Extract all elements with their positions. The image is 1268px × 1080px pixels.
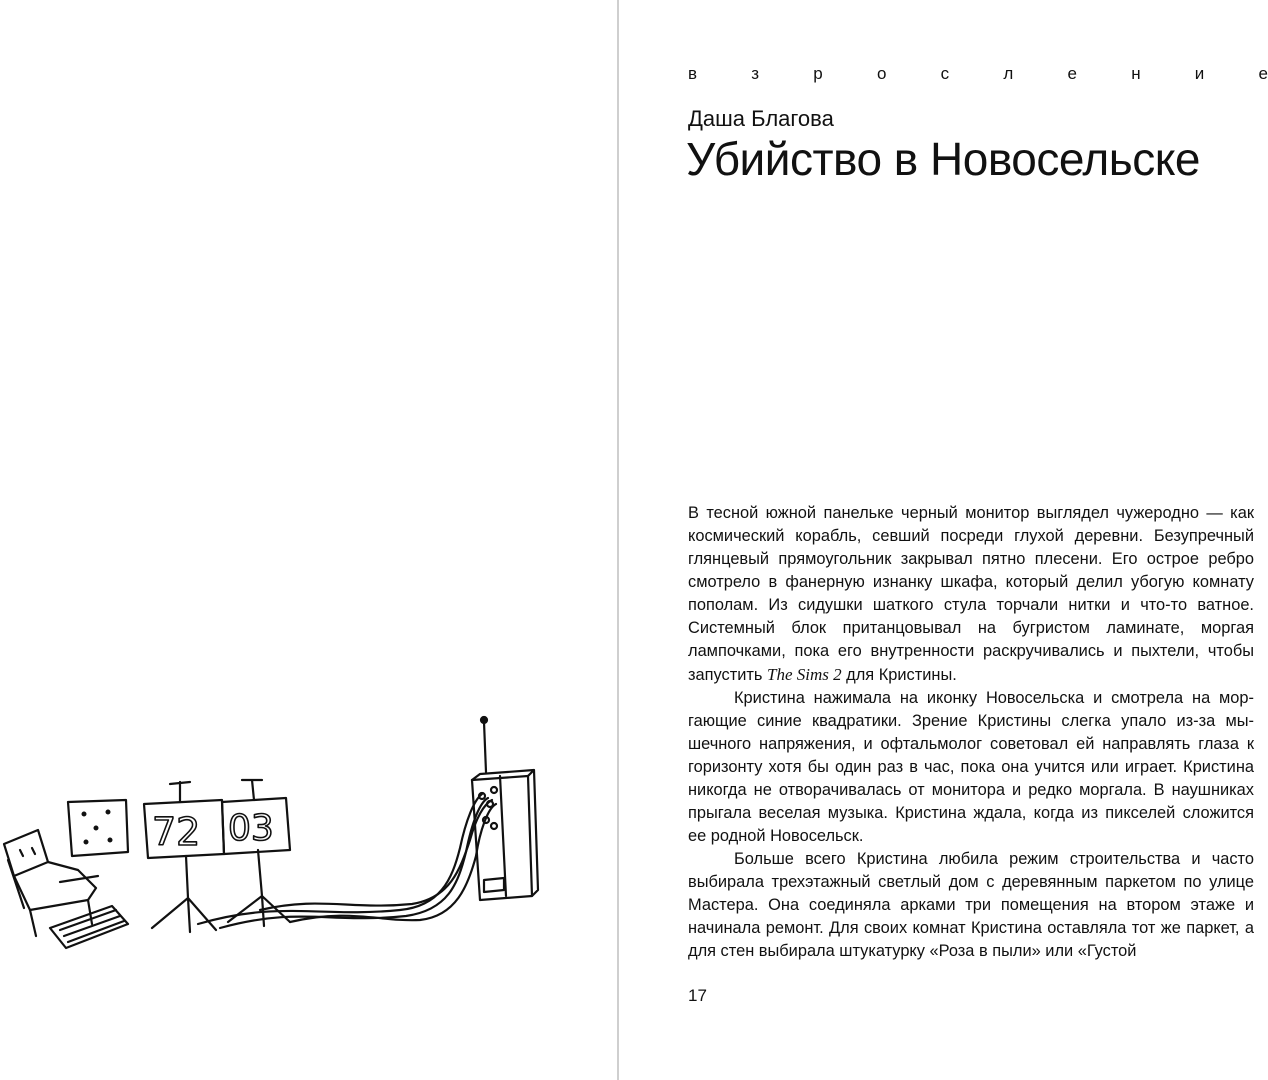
section-letter: о	[876, 64, 887, 83]
paragraph-text-after: для Кристины.	[841, 666, 957, 684]
section-letter: з	[751, 64, 760, 83]
game-title-emphasis: The Sims 2	[766, 665, 842, 684]
paragraph	[688, 502, 1254, 687]
author-name: Даша Благова	[688, 106, 834, 131]
section-letter: и	[1194, 64, 1205, 83]
display-digits-left: 72	[152, 810, 201, 854]
page-number: 17	[688, 986, 707, 1005]
right-page	[619, 0, 1268, 1080]
display-digits-right: 03	[228, 808, 274, 849]
section-letter: в	[688, 64, 698, 83]
section-letter: н	[1131, 64, 1141, 83]
room-with-computer-sketch-icon	[0, 710, 560, 960]
left-page	[0, 0, 617, 1080]
section-letter: е	[1067, 64, 1077, 83]
chapter-title: Убийство в Новосельске	[686, 133, 1200, 185]
section-letter: е	[1258, 64, 1268, 83]
paragraph: Кристина нажимала на иконку Новосельска и смотрела на моргающие синие квадратики. Зрение Кристины слегка упало из-за мышечного напряжения, и офтальмолог советовал ей направлять глаза к горизонту хотя бы один раз в час, пока она учится или играет. Кристина никогда не отворачивалась от монитора и редко моргала. В наушниках прыгала веселая музыка. Кристина ждала, когда из пикселей сложится ее родной Новосельск.	[688, 689, 1254, 845]
paragraph: Больше всего Кристина любила режим строительства и часто выбирала трехэтажный светлый дом с деревянным паркетом по улице Мастера. Она соединяла арками три помещения на втором этаже и начинала ремонт. Для своих комнат Кристина оставляла тот же паркет, а для стен выбирала штукатурку «Роза в пыли» или «Густой	[688, 850, 1254, 960]
section-letter: р	[813, 64, 823, 83]
paragraph-text-before: В тесной южной панельке черный монитор выглядел чужеродно — как космический корабль, севший посреди глухой деревни. Безупречный глянцевый прямоугольник закрывал пятно плесени. Его острое ребро смотрело в фанерную изнанку шкафа, который делил убогую комнату пополам. Из сидушки шаткого стула торчали нитки и что-то ватное. Системный блок пританцовывал на бугристом ламинате, моргая лампочками, пока его внутренности раскручивались и пыхтели, чтобы запустить	[688, 504, 1254, 684]
body-text	[688, 502, 1254, 963]
section-letter: с	[940, 64, 950, 83]
section-label	[688, 64, 1268, 84]
section-letter: л	[1003, 64, 1014, 83]
